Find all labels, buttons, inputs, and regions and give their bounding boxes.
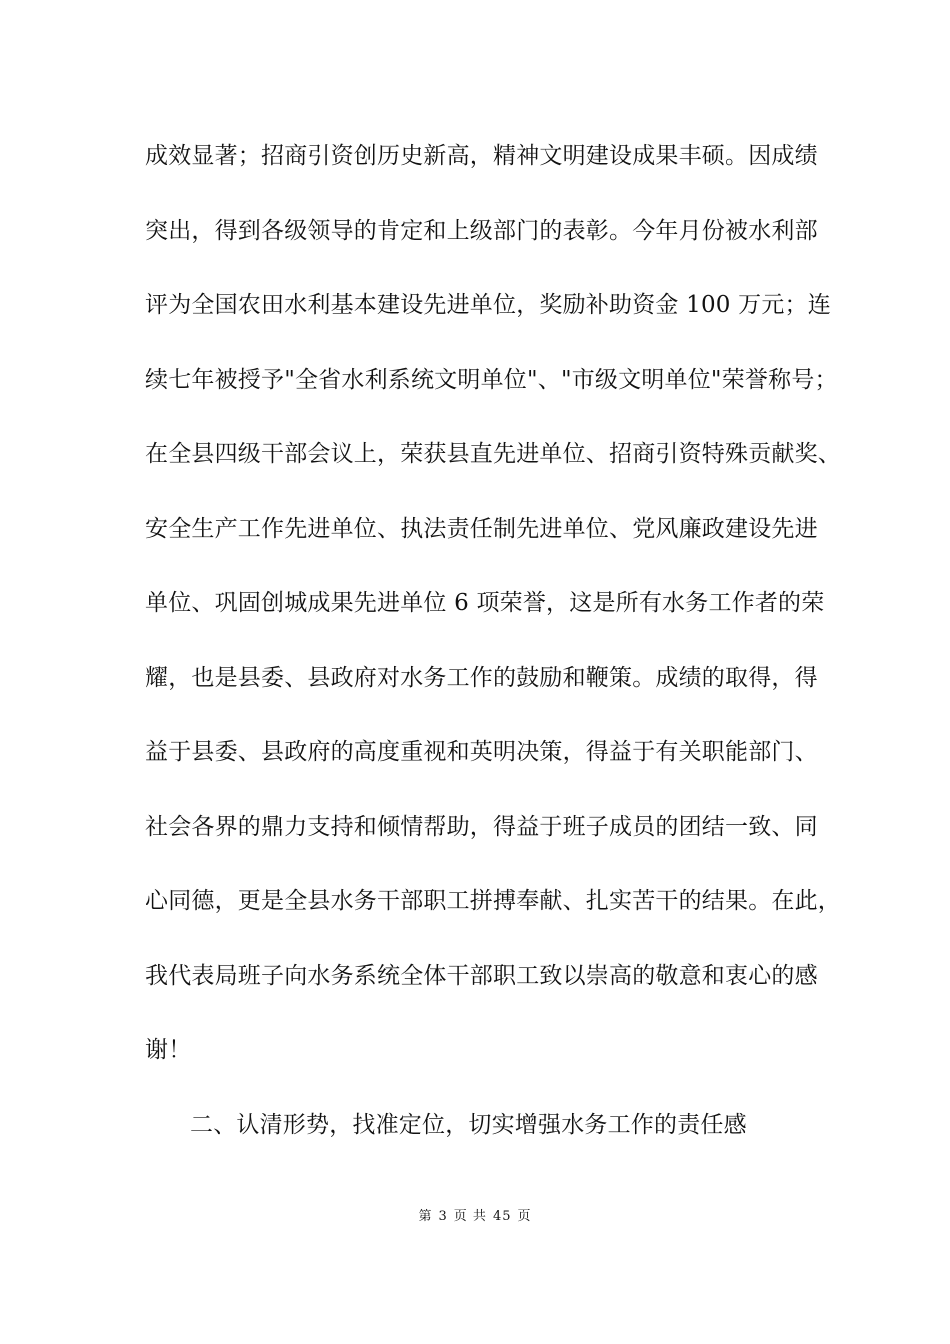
body-text-line: 评为全国农田水利基本建设先进单位，奖励补助资金 100 万元；连 [145, 292, 831, 318]
body-text-line: 突出，得到各级领导的肯定和上级部门的表彰。今年月份被水利部 [145, 218, 818, 244]
body-text-line: 成效显著；招商引资创历史新高，精神文明建设成果丰硕。因成绩 [145, 143, 818, 169]
body-text-line: 在全县四级干部会议上，荣获县直先进单位、招商引资特殊贡献奖、 [145, 441, 841, 467]
body-text-line: 心同德，更是全县水务干部职工拼搏奉献、扎实苦干的结果。在此， [145, 888, 841, 914]
page-footer [0, 1208, 950, 1226]
footer-prefix: 第 [418, 1209, 433, 1224]
body-text-line: 谢！ [145, 1037, 192, 1063]
footer-total-pages: 45 [492, 1209, 512, 1224]
body-text-line: 续七年被授予"全省水利系统文明单位"、"市级文明单位"荣誉称号； [145, 367, 838, 393]
body-text-line: 社会各界的鼎力支持和倾情帮助，得益于班子成员的团结一致、同 [145, 814, 818, 840]
footer-current-page: 3 [438, 1209, 448, 1224]
section-heading: 二、认清形势，找准定位，切实增强水务工作的责任感 [190, 1112, 747, 1138]
body-text-line: 单位、巩固创城成果先进单位 6 项荣誉，这是所有水务工作者的荣 [145, 590, 825, 616]
footer-suffix: 页 [517, 1209, 532, 1224]
body-text-line: 安全生产工作先进单位、执法责任制先进单位、党风廉政建设先进 [145, 516, 818, 542]
body-text-line: 我代表局班子向水务系统全体干部职工致以崇高的敬意和衷心的感 [145, 963, 818, 989]
footer-middle: 页 共 [453, 1209, 487, 1224]
body-text-line: 耀，也是县委、县政府对水务工作的鼓励和鞭策。成绩的取得，得 [145, 665, 818, 691]
body-text-line: 益于县委、县政府的高度重视和英明决策，得益于有关职能部门、 [145, 739, 818, 765]
